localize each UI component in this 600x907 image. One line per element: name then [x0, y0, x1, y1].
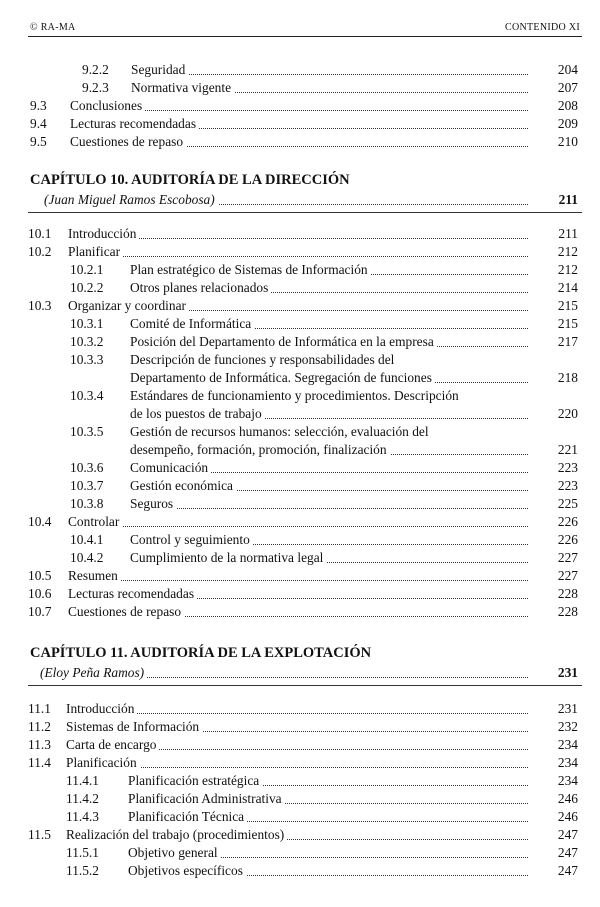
- chapter-page: 211: [558, 192, 578, 207]
- entry-title: Comunicación: [130, 460, 211, 475]
- chapter-author: (Eloy Peña Ramos): [40, 665, 147, 680]
- entry-number: 10.3.6: [70, 460, 104, 475]
- toc-section-chapter9-tail: [0, 61, 600, 151]
- toc-entry: [0, 133, 600, 151]
- entry-number: 11.5: [28, 827, 51, 842]
- entry-title: Realización del trabajo (procedimientos): [66, 827, 287, 842]
- entry-page: 227: [557, 550, 578, 565]
- entry-title-leader: [70, 97, 530, 115]
- chapter11-heading: [0, 643, 600, 687]
- toc-subentry: [0, 495, 600, 513]
- entry-number: 10.3.1: [70, 316, 104, 331]
- entry-title-leader: [130, 405, 530, 423]
- entry-title-leader: [66, 826, 530, 844]
- toc-entry: [0, 736, 600, 754]
- toc-subentry: [0, 61, 600, 79]
- toc-section-chapter11: [0, 700, 600, 880]
- entry-title-line1: Descripción de funciones y responsabilidades del: [130, 352, 395, 367]
- entry-number: 11.4.1: [66, 773, 99, 788]
- entry-number: 10.2: [28, 244, 52, 259]
- entry-title: Organizar y coordinar: [68, 298, 189, 313]
- entry-page: 204: [557, 62, 578, 77]
- entry-page: 234: [557, 737, 578, 752]
- entry-page: 223: [557, 460, 578, 475]
- entry-title-leader: [130, 531, 530, 549]
- entry-page: 215: [557, 298, 578, 313]
- entry-title: Comité de Informática: [130, 316, 254, 331]
- entry-title: Controlar: [68, 514, 122, 529]
- toc-subentry: [0, 549, 600, 567]
- entry-page: 212: [557, 262, 578, 277]
- toc-entry: [0, 513, 600, 531]
- entry-title: desempeño, formación, promoción, finalización: [130, 442, 390, 457]
- entry-number: 10.3.8: [70, 496, 104, 511]
- entry-page: 207: [557, 80, 578, 95]
- entry-title-leader: [68, 585, 530, 603]
- entry-title: Lecturas recomendadas: [70, 116, 199, 131]
- entry-number: 9.2.3: [82, 80, 109, 95]
- toc-entry: [0, 225, 600, 243]
- entry-title-leader: [68, 297, 530, 315]
- entry-page: 234: [557, 755, 578, 770]
- entry-number: 10.4.2: [70, 550, 104, 565]
- entry-title-leader: [128, 862, 530, 880]
- entry-title-leader: [130, 549, 530, 567]
- toc-subentry: [0, 369, 600, 387]
- entry-title-leader: [130, 477, 530, 495]
- chapter-title: CAPÍTULO 11. AUDITORÍA DE LA EXPLOTACIÓN: [30, 645, 372, 661]
- entry-number: 11.4: [28, 755, 51, 770]
- toc-entry: [0, 585, 600, 603]
- entry-title: Introducción: [68, 226, 139, 241]
- entry-number: 10.7: [28, 604, 52, 619]
- chapter-title: CAPÍTULO 10. AUDITORÍA DE LA DIRECCIÓN: [30, 172, 350, 188]
- chapter-page: 231: [557, 665, 578, 680]
- toc-subentry: [0, 441, 600, 459]
- entry-number: 10.3.3: [70, 352, 104, 367]
- entry-title: Introducción: [66, 701, 137, 716]
- chapter-rule: [28, 212, 582, 214]
- toc-entry: [0, 567, 600, 585]
- entry-title: Otros planes relacionados: [130, 280, 271, 295]
- entry-title: de los puestos de trabajo: [130, 406, 265, 421]
- entry-title: Normativa vigente: [131, 80, 234, 95]
- entry-page: 234: [557, 773, 578, 788]
- entry-title-leader: [130, 459, 530, 477]
- entry-number: 10.2.1: [70, 262, 104, 277]
- entry-page: 218: [557, 370, 578, 385]
- toc-subentry: [0, 772, 600, 790]
- entry-number: 10.2.2: [70, 280, 104, 295]
- toc-entry: [0, 826, 600, 844]
- toc-entry: [0, 718, 600, 736]
- entry-title: Planificar: [68, 244, 123, 259]
- entry-title: Planificación: [66, 755, 140, 770]
- entry-number: 9.4: [30, 116, 47, 131]
- entry-title-leader: [66, 754, 530, 772]
- entry-page: 247: [557, 845, 578, 860]
- entry-number: 10.6: [28, 586, 52, 601]
- chapter10-heading: [0, 170, 600, 214]
- entry-title: Objetivos específicos: [128, 863, 246, 878]
- entry-page: 209: [557, 116, 578, 131]
- entry-title: Sistemas de Información: [66, 719, 202, 734]
- entry-page: 223: [557, 478, 578, 493]
- entry-number: 11.5.2: [66, 863, 99, 878]
- entry-title: Seguros: [130, 496, 176, 511]
- entry-title: Cuestiones de repaso: [68, 604, 184, 619]
- entry-title: Departamento de Informática. Segregación de funciones: [130, 370, 435, 385]
- entry-page: 212: [557, 244, 578, 259]
- toc-entry: [0, 754, 600, 772]
- entry-title-leader: [68, 513, 530, 531]
- running-title: CONTENIDO XI: [505, 22, 580, 33]
- entry-page: 246: [557, 809, 578, 824]
- entry-page: 225: [557, 496, 578, 511]
- entry-number: 9.2.2: [82, 62, 109, 77]
- toc-entry: [0, 97, 600, 115]
- entry-title-leader: [68, 567, 530, 585]
- entry-title: Planificación Técnica: [128, 809, 247, 824]
- entry-number: 11.5.1: [66, 845, 99, 860]
- entry-title-leader: [128, 790, 530, 808]
- entry-title: Cuestiones de repaso: [70, 134, 186, 149]
- entry-title: Planificación estratégica: [128, 773, 262, 788]
- toc-entry: [0, 243, 600, 261]
- entry-page: 246: [557, 791, 578, 806]
- entry-title-leader: [68, 603, 530, 621]
- entry-number: 10.4: [28, 514, 52, 529]
- entry-title-leader: [66, 718, 530, 736]
- entry-title: Lecturas recomendadas: [68, 586, 197, 601]
- entry-title: Cumplimiento de la normativa legal: [130, 550, 326, 565]
- entry-page: 221: [557, 442, 578, 457]
- entry-title-leader: [131, 61, 530, 79]
- toc-subentry: [0, 790, 600, 808]
- entry-page: 220: [557, 406, 578, 421]
- entry-page: 232: [557, 719, 578, 734]
- toc-entry: [0, 700, 600, 718]
- entry-title-leader: [66, 736, 530, 754]
- chapter-author: (Juan Miguel Ramos Escobosa): [44, 192, 218, 207]
- entry-page: 247: [557, 827, 578, 842]
- entry-number: 11.3: [28, 737, 51, 752]
- entry-title-leader: [130, 279, 530, 297]
- toc-subentry: [0, 333, 600, 351]
- entry-number: 9.3: [30, 98, 47, 113]
- entry-title-leader: [70, 133, 530, 151]
- entry-number: 10.3.5: [70, 424, 104, 439]
- entry-title: Seguridad: [131, 62, 188, 77]
- entry-title: Resumen: [68, 568, 121, 583]
- entry-page: 228: [557, 604, 578, 619]
- entry-page: 247: [557, 863, 578, 878]
- entry-title-leader: [66, 700, 530, 718]
- entry-title: Objetivo general: [128, 845, 221, 860]
- entry-page: 217: [557, 334, 578, 349]
- entry-title: Posición del Departamento de Informática en la empresa: [130, 334, 437, 349]
- header-rule: [28, 36, 582, 37]
- entry-title-leader: [131, 79, 530, 97]
- toc-subentry: [0, 862, 600, 880]
- entry-title: Planificación Administrativa: [128, 791, 285, 806]
- entry-number: 10.3.7: [70, 478, 104, 493]
- entry-title: Control y seguimiento: [130, 532, 253, 547]
- toc-subentry: [0, 844, 600, 862]
- entry-title-leader: [128, 844, 530, 862]
- toc-entry-first-line: [0, 423, 600, 441]
- toc-subentry: [0, 808, 600, 826]
- entry-number: 11.4.3: [66, 809, 99, 824]
- entry-title: Conclusiones: [70, 98, 145, 113]
- entry-page: 227: [557, 568, 578, 583]
- entry-title-leader: [128, 772, 530, 790]
- entry-number: 10.1: [28, 226, 52, 241]
- entry-title: Gestión económica: [130, 478, 236, 493]
- entry-page: 208: [557, 98, 578, 113]
- entry-title-leader: [130, 333, 530, 351]
- entry-number: 10.3.4: [70, 388, 104, 403]
- entry-page: 226: [557, 514, 578, 529]
- entry-page: 215: [557, 316, 578, 331]
- entry-title: Plan estratégico de Sistemas de Información: [130, 262, 371, 277]
- entry-title: Carta de encargo: [66, 737, 159, 752]
- toc-subentry: [0, 531, 600, 549]
- entry-number: 11.4.2: [66, 791, 99, 806]
- toc-entry: [0, 115, 600, 133]
- entry-title-leader: [70, 115, 530, 133]
- page-header: [30, 22, 580, 36]
- entry-number: 9.5: [30, 134, 47, 149]
- entry-page: 210: [557, 134, 578, 149]
- publisher-mark: © RA-MA: [30, 22, 76, 33]
- entry-title-leader: [130, 369, 530, 387]
- entry-title-line1: Gestión de recursos humanos: selección, evaluación del: [130, 424, 429, 439]
- entry-number: 10.4.1: [70, 532, 104, 547]
- toc-subentry: [0, 79, 600, 97]
- toc-entry: [0, 603, 600, 621]
- toc-section-chapter10: [0, 225, 600, 621]
- toc-subentry: [0, 279, 600, 297]
- toc-subentry: [0, 405, 600, 423]
- entry-title-leader: [68, 243, 530, 261]
- entry-title-leader: [130, 261, 530, 279]
- toc-subentry: [0, 261, 600, 279]
- entry-title-leader: [68, 225, 530, 243]
- chapter-rule: [28, 685, 582, 687]
- toc-entry-first-line: [0, 387, 600, 405]
- entry-number: 10.3: [28, 298, 52, 313]
- entry-title-leader: [128, 808, 530, 826]
- entry-number: 10.3.2: [70, 334, 104, 349]
- entry-title-leader: [130, 441, 530, 459]
- toc-entry-first-line: [0, 351, 600, 369]
- toc-subentry: [0, 459, 600, 477]
- chapter-author-row: [0, 663, 600, 683]
- entry-page: 211: [558, 226, 578, 241]
- toc-subentry: [0, 315, 600, 333]
- entry-page: 228: [557, 586, 578, 601]
- chapter-author-row: [0, 190, 600, 210]
- toc-subentry: [0, 477, 600, 495]
- entry-number: 11.1: [28, 701, 51, 716]
- entry-page: 214: [557, 280, 578, 295]
- entry-title-leader: [130, 495, 530, 513]
- entry-page: 231: [557, 701, 578, 716]
- entry-title-leader: [130, 315, 530, 333]
- entry-number: 11.2: [28, 719, 51, 734]
- entry-title-line1: Estándares de funcionamiento y procedimientos. Descripción: [130, 388, 459, 403]
- entry-page: 226: [557, 532, 578, 547]
- toc-entry: [0, 297, 600, 315]
- entry-number: 10.5: [28, 568, 52, 583]
